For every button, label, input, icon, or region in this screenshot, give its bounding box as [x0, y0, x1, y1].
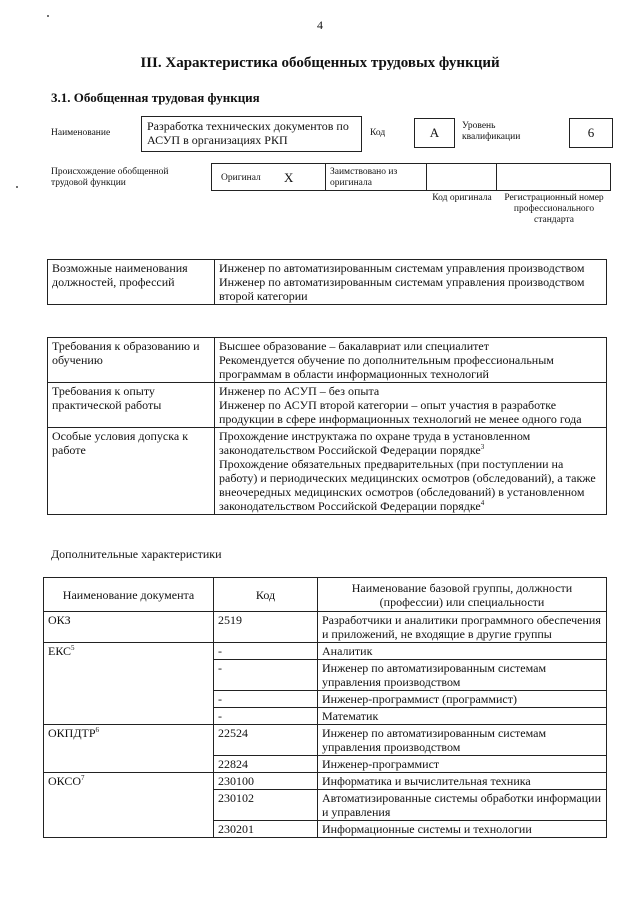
- positions-label: Возможные наименования должностей, профессий: [48, 260, 215, 305]
- table-row: [44, 725, 607, 756]
- requirement-label: Требования к образованию и обучению: [48, 338, 215, 383]
- code-cell: -: [214, 660, 318, 691]
- additional-header-row: [44, 578, 607, 612]
- code-cell: 2519: [214, 612, 318, 643]
- requirement-label: Особые условия допуска к работе: [48, 428, 215, 515]
- requirement-line: Инженер по АСУП – без опыта: [219, 384, 380, 398]
- code-label: Код: [370, 128, 386, 138]
- name-cell: Информатика и вычислительная техника: [318, 773, 607, 790]
- footnote-ref: 4: [480, 499, 485, 507]
- table-row: [44, 612, 607, 643]
- requirement-value: [215, 428, 607, 515]
- code-value-field: A: [414, 118, 455, 148]
- requirement-label: Требования к опыту практической работы: [48, 383, 215, 428]
- code-cell: 230102: [214, 790, 318, 821]
- code-cell: -: [214, 708, 318, 725]
- requirement-line: [219, 429, 602, 457]
- name-cell: Инженер-программист (программист): [318, 691, 607, 708]
- name-cell: Инженер по автоматизированным системам управления производством: [318, 660, 607, 691]
- position-2: Инженер по автоматизированным системам управления производством второй категории: [219, 275, 585, 303]
- doc-cell: [44, 612, 214, 643]
- code-cell: 230201: [214, 821, 318, 838]
- doc-cell: [44, 773, 214, 838]
- additional-title: Дополнительные характеристики: [51, 547, 222, 561]
- requirement-line: Инженер по АСУП второй категории – опыт участия в разработке продукции в сфере информационных технологий не менее одного года: [219, 398, 582, 426]
- positions-values: [215, 260, 607, 305]
- code-cell: 22824: [214, 756, 318, 773]
- doc-cell: [44, 725, 214, 773]
- footnote-ref: 3: [480, 443, 485, 451]
- original-mark: X: [284, 170, 294, 185]
- requirement-text: Прохождение обязательных предварительных (при поступлении на работу) и периодических медицинских осмотров (обследований), а также внеочередных медицинских осмотров (обследований) в установленном законодательством Российской Федерации порядке: [219, 457, 596, 513]
- doc-name: ОКСО: [48, 774, 82, 788]
- doc-name: ОКЗ: [48, 613, 71, 627]
- requirement-row: [48, 428, 607, 515]
- name-cell: Автоматизированные системы обработки информации и управления: [318, 790, 607, 821]
- name-label: Наименование: [51, 128, 111, 138]
- code-original-caption: Код оригинала: [432, 193, 492, 203]
- name-cell: Разработчики и аналитики программного обеспечения и приложений, не входящие в другие группы: [318, 612, 607, 643]
- name-cell: Математик: [318, 708, 607, 725]
- level-value-field: 6: [569, 118, 613, 148]
- original-label: Оригинал: [221, 173, 261, 183]
- requirement-value: [215, 383, 607, 428]
- name-cell: Аналитик: [318, 643, 607, 660]
- positions-table: [47, 259, 607, 305]
- requirement-line: [219, 457, 602, 513]
- function-name-field: Разработка технических документов по АСУП в организациях РКП: [141, 116, 362, 152]
- requirement-text: Прохождение инструктажа по охране труда в установленном законодательством Российской Федерации порядке: [219, 429, 531, 457]
- code-cell: 230100: [214, 773, 318, 790]
- header-doc: Наименование документа: [44, 578, 214, 612]
- table-row: [44, 643, 607, 660]
- requirements-table: [47, 337, 607, 515]
- code-cell: -: [214, 643, 318, 660]
- scan-speck: [16, 186, 18, 188]
- doc-cell: [44, 643, 214, 725]
- borrowed-label: Заимствовано из оригинала: [330, 167, 398, 188]
- doc-name: ЕКС: [48, 644, 72, 658]
- name-cell: Инженер-программист: [318, 756, 607, 773]
- page-number: 4: [317, 18, 323, 32]
- reg-number-caption: Регистрационный номер профессионального стандарта: [504, 193, 604, 225]
- section-title: III. Характеристика обобщенных трудовых функций: [140, 55, 500, 71]
- doc-name: ОКПДТР: [48, 726, 96, 740]
- subsection-title: 3.1. Обобщенная трудовая функция: [51, 90, 260, 105]
- origin-label: Происхождение обобщенной трудовой функции: [51, 167, 169, 188]
- origin-box: [211, 163, 611, 191]
- requirement-line: Рекомендуется обучение по дополнительным профессиональным программам в области информационных технологий: [219, 353, 554, 381]
- footnote-ref: 5: [71, 644, 75, 652]
- additional-table: [43, 577, 607, 838]
- name-cell: Информационные системы и технологии: [318, 821, 607, 838]
- code-cell: -: [214, 691, 318, 708]
- header-code: Код: [214, 578, 318, 612]
- level-label: Уровень квалификации: [462, 121, 521, 142]
- requirement-row: [48, 383, 607, 428]
- code-cell: 22524: [214, 725, 318, 756]
- table-row: [44, 773, 607, 790]
- footnote-ref: 6: [95, 726, 100, 734]
- scan-speck: [47, 15, 49, 17]
- position-1: Инженер по автоматизированным системам управления производством: [219, 261, 585, 275]
- header-name: Наименование базовой группы, должности (профессии) или специальности: [318, 578, 607, 612]
- name-cell: Инженер по автоматизированным системам управления производством: [318, 725, 607, 756]
- footnote-ref: 7: [81, 774, 85, 782]
- requirement-row: [48, 338, 607, 383]
- requirement-value: [215, 338, 607, 383]
- requirement-line: Высшее образование – бакалавриат или специалитет: [219, 339, 489, 353]
